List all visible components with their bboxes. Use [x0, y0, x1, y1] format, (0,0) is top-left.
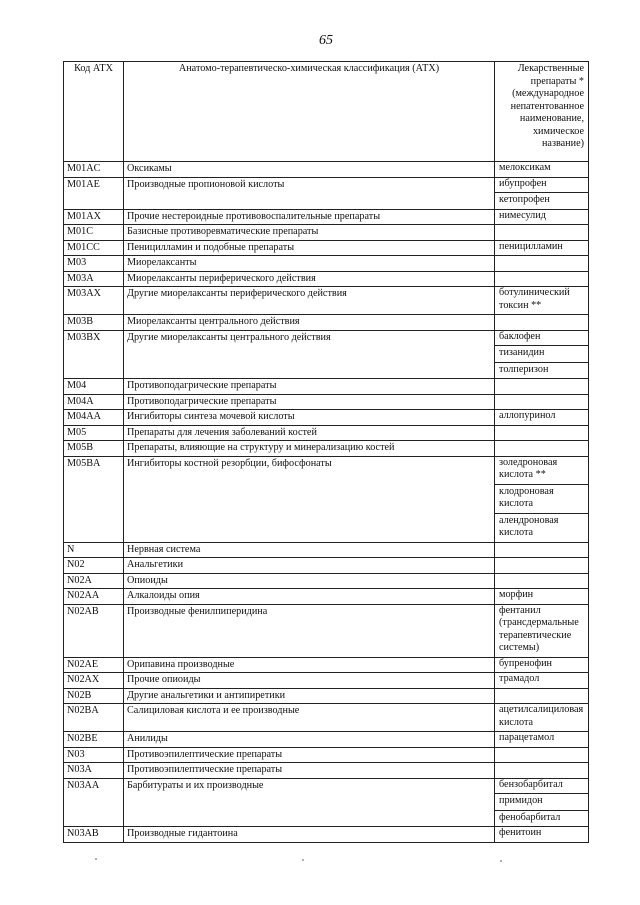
- table-row: [64, 162, 589, 178]
- table-row: [64, 256, 589, 272]
- atc-code-cell: M05: [64, 425, 124, 441]
- table-row: [64, 542, 589, 558]
- classification-cell: Миорелаксанты: [124, 256, 495, 272]
- atc-code-cell: M03BX: [64, 330, 124, 379]
- atc-code-cell: M04A: [64, 394, 124, 410]
- classification-cell: Противоэпилептические препараты: [124, 763, 495, 779]
- atc-code-cell: M01AX: [64, 209, 124, 225]
- table-row: [64, 441, 589, 457]
- drugs-cell: [495, 589, 589, 605]
- table-row: [64, 209, 589, 225]
- drugs-cell: [495, 688, 589, 704]
- atc-table: [63, 61, 589, 843]
- scan-speck: [302, 859, 304, 861]
- table-row: [64, 763, 589, 779]
- table-row: [64, 778, 589, 827]
- drug-name: ибупрофен: [499, 177, 547, 189]
- drug-name: нимесулид: [499, 209, 546, 221]
- classification-cell: Другие миорелаксанты центрального действия: [124, 330, 495, 379]
- atc-code-cell: M01C: [64, 225, 124, 241]
- drugs-cell: [495, 673, 589, 689]
- drug-name: парацетамол: [499, 732, 555, 743]
- drugs-cell: [495, 379, 589, 395]
- table-row: [64, 287, 589, 315]
- table-row: [64, 394, 589, 410]
- table-row: [64, 589, 589, 605]
- page-number: 65: [319, 33, 333, 48]
- table-row: [64, 747, 589, 763]
- drug-name: фенобарбитал: [495, 810, 588, 827]
- classification-cell: Миорелаксанты периферического действия: [124, 271, 495, 287]
- table-row: [64, 558, 589, 574]
- atc-code-cell: N02AE: [64, 657, 124, 673]
- atc-code-cell: M01AC: [64, 162, 124, 178]
- drug-name: клодроновая кислота: [495, 484, 588, 513]
- scan-speck: [500, 860, 502, 862]
- drugs-cell: [495, 604, 589, 657]
- drug-name: баклофен: [499, 330, 541, 342]
- drug-name: примидон: [495, 793, 588, 810]
- classification-cell: Оксикамы: [124, 162, 495, 178]
- atc-code-cell: N03: [64, 747, 124, 763]
- drugs-cell: [495, 542, 589, 558]
- drug-name: фентанил (трансдермальные терапевтические системы): [499, 604, 579, 653]
- atc-code-cell: M04AA: [64, 410, 124, 426]
- classification-cell: Препараты для лечения заболеваний костей: [124, 425, 495, 441]
- atc-code-cell: N: [64, 542, 124, 558]
- table-row: [64, 688, 589, 704]
- drugs-cell: [495, 330, 589, 379]
- drugs-cell: [495, 209, 589, 225]
- drugs-cell: [495, 410, 589, 426]
- drugs-cell: [495, 240, 589, 256]
- classification-cell: Анилиды: [124, 732, 495, 748]
- drugs-cell: [495, 441, 589, 457]
- table-row: [64, 604, 589, 657]
- drugs-cell: [495, 778, 589, 827]
- drug-name: трамадол: [499, 673, 540, 684]
- scan-speck: [95, 858, 97, 860]
- header-drugs: Лекарственные препараты * (международное непатентованное наименование, химическое название): [495, 62, 589, 162]
- drugs-cell: [495, 225, 589, 241]
- atc-code-cell: N02AA: [64, 589, 124, 605]
- drugs-cell: [495, 558, 589, 574]
- table-row: [64, 704, 589, 732]
- drug-name: бупренофин: [499, 657, 553, 669]
- drugs-cell: [495, 763, 589, 779]
- drug-name: бензобарбитал: [499, 778, 563, 790]
- table-row: [64, 410, 589, 426]
- atc-code-cell: M03B: [64, 315, 124, 331]
- drugs-cell: [495, 256, 589, 272]
- atc-code-cell: M03: [64, 256, 124, 272]
- classification-cell: Нервная система: [124, 542, 495, 558]
- classification-cell: Прочие опиоиды: [124, 673, 495, 689]
- classification-cell: Препараты, влияющие на структуру и минерализацию костей: [124, 441, 495, 457]
- classification-cell: Пеницилламин и подобные препараты: [124, 240, 495, 256]
- classification-cell: Барбитураты и их производные: [124, 778, 495, 827]
- table-row: [64, 330, 589, 379]
- classification-cell: Анальгетики: [124, 558, 495, 574]
- classification-cell: Противоэпилептические препараты: [124, 747, 495, 763]
- atc-code-cell: N02: [64, 558, 124, 574]
- header-classification: Анатомо-терапевтическо-химическая классификация (АТХ): [124, 62, 495, 162]
- atc-code-cell: N03AA: [64, 778, 124, 827]
- drugs-cell: [495, 287, 589, 315]
- classification-cell: Орипавина производные: [124, 657, 495, 673]
- atc-code-cell: N02BA: [64, 704, 124, 732]
- classification-cell: Противоподагрические препараты: [124, 379, 495, 395]
- atc-code-cell: M05BA: [64, 456, 124, 542]
- drugs-cell: [495, 315, 589, 331]
- header-code: Код АТХ: [64, 62, 124, 162]
- atc-code-cell: N02BE: [64, 732, 124, 748]
- table-header-row: [64, 62, 589, 162]
- drugs-cell: [495, 271, 589, 287]
- table-row: [64, 271, 589, 287]
- table-row: [64, 573, 589, 589]
- atc-code-cell: M03AX: [64, 287, 124, 315]
- atc-code-cell: M05B: [64, 441, 124, 457]
- classification-cell: Прочие нестероидные противовоспалительные препараты: [124, 209, 495, 225]
- classification-cell: Производные фенилпиперидина: [124, 604, 495, 657]
- drug-name: кетопрофен: [495, 192, 588, 209]
- drugs-cell: [495, 425, 589, 441]
- drug-name: ацетилсалициловая кислота: [499, 704, 584, 728]
- drugs-cell: [495, 704, 589, 732]
- drugs-cell: [495, 732, 589, 748]
- drugs-cell: [495, 573, 589, 589]
- drug-name: морфин: [499, 589, 534, 600]
- table-row: [64, 456, 589, 542]
- drug-name: золедроновая кислота **: [499, 456, 558, 480]
- table-row: [64, 225, 589, 241]
- table-row: [64, 827, 589, 843]
- table-row: [64, 425, 589, 441]
- drugs-cell: [495, 456, 589, 542]
- drugs-cell: [495, 177, 589, 209]
- atc-code-cell: M01AE: [64, 177, 124, 209]
- classification-cell: Производные гидантоина: [124, 827, 495, 843]
- table-row: [64, 315, 589, 331]
- drug-name: аллопуринол: [499, 410, 556, 421]
- drugs-cell: [495, 657, 589, 673]
- table-row: [64, 673, 589, 689]
- drug-name: пеницилламин: [499, 240, 563, 252]
- atc-code-cell: N02AB: [64, 604, 124, 657]
- atc-code-cell: N02A: [64, 573, 124, 589]
- drug-name: ботулинический токсин **: [499, 287, 570, 311]
- atc-code-cell: N03AB: [64, 827, 124, 843]
- atc-code-cell: M01CC: [64, 240, 124, 256]
- drugs-cell: [495, 394, 589, 410]
- drug-name: фенитоин: [499, 827, 542, 838]
- atc-code-cell: M04: [64, 379, 124, 395]
- table-row: [64, 379, 589, 395]
- atc-code-cell: N03A: [64, 763, 124, 779]
- classification-cell: Ингибиторы костной резорбции, бифосфонаты: [124, 456, 495, 542]
- drug-name: мелоксикам: [499, 162, 551, 173]
- table-row: [64, 177, 589, 209]
- table-row: [64, 732, 589, 748]
- classification-cell: Алкалоиды опия: [124, 589, 495, 605]
- classification-cell: Опиоиды: [124, 573, 495, 589]
- classification-cell: Миорелаксанты центрального действия: [124, 315, 495, 331]
- classification-cell: Ингибиторы синтеза мочевой кислоты: [124, 410, 495, 426]
- table-body: [64, 162, 589, 843]
- drugs-cell: [495, 827, 589, 843]
- drugs-cell: [495, 747, 589, 763]
- classification-cell: Противоподагрические препараты: [124, 394, 495, 410]
- table-row: [64, 657, 589, 673]
- drug-name: тизанидин: [495, 345, 588, 362]
- drug-name: толперизон: [495, 362, 588, 379]
- atc-code-cell: M03A: [64, 271, 124, 287]
- classification-cell: Другие миорелаксанты периферического действия: [124, 287, 495, 315]
- classification-cell: Базисные противоревматические препараты: [124, 225, 495, 241]
- classification-cell: Производные пропионовой кислоты: [124, 177, 495, 209]
- atc-code-cell: N02B: [64, 688, 124, 704]
- drug-name: алендроновая кислота: [495, 513, 588, 542]
- table-row: [64, 240, 589, 256]
- classification-cell: Салициловая кислота и ее производные: [124, 704, 495, 732]
- atc-code-cell: N02AX: [64, 673, 124, 689]
- drugs-cell: [495, 162, 589, 178]
- classification-cell: Другие анальгетики и антипиретики: [124, 688, 495, 704]
